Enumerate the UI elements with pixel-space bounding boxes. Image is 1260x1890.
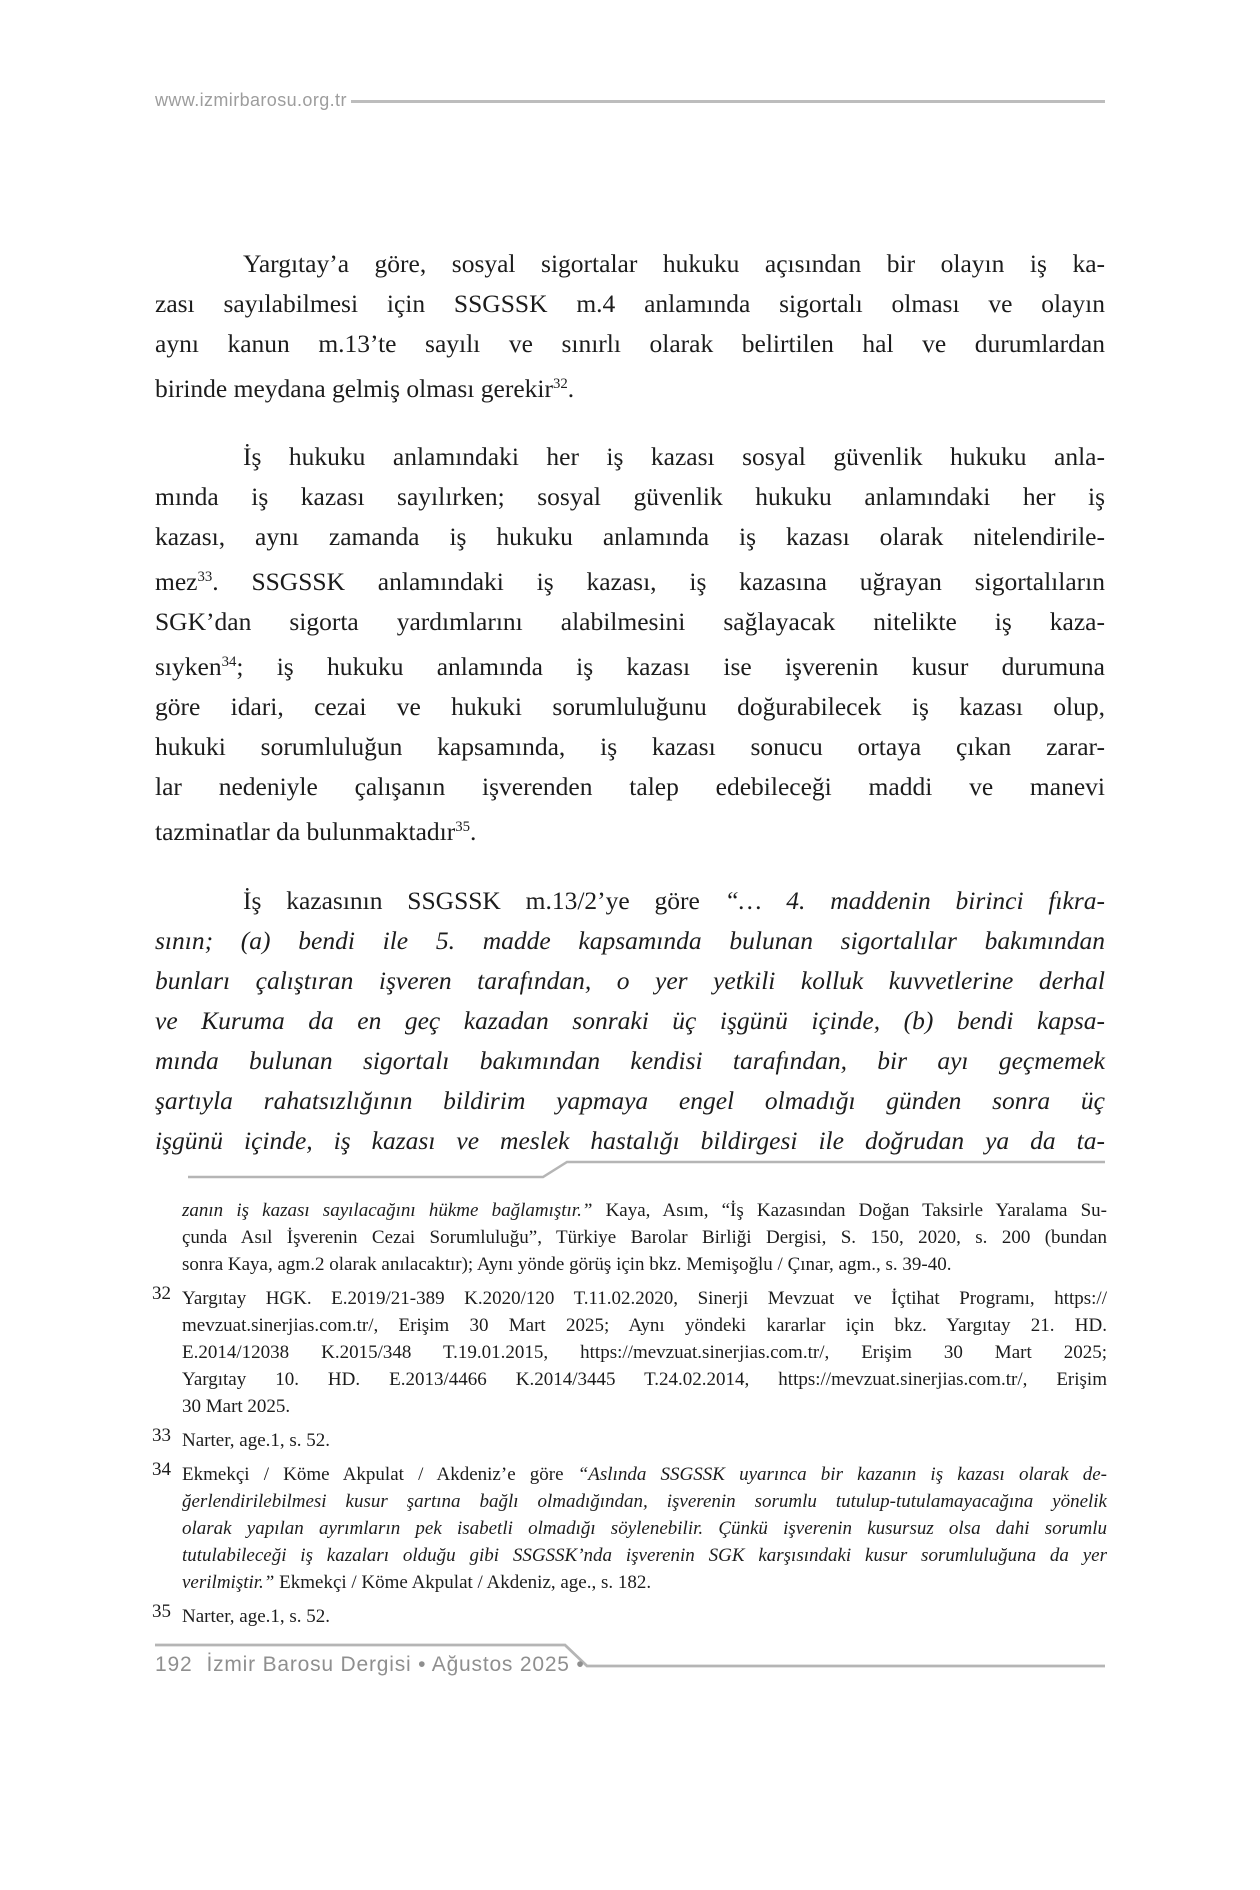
text-segment: Narter, age.1, s. 52. <box>182 1606 331 1627</box>
text-segment: zanın iş kazası sayılacağını hükme bağlamıştır.” <box>182 1200 593 1221</box>
text-segment: İş kazasının SSGSSK m.13/2’ye göre <box>243 885 725 915</box>
page-header <box>155 90 1105 111</box>
text-line <box>182 1461 1107 1488</box>
text-line <box>155 244 1105 284</box>
text-segment: mında iş kazası sayılırken; sosyal güvenlik hukuku anlamındaki her iş <box>155 482 1105 512</box>
text-segment: E.2014/12038 K.2015/348 T.19.01.2015, https://mevzuat.sinerjias.com.tr/, Erişim 30 Mart 2025; <box>182 1342 1107 1363</box>
text-line <box>155 767 1105 807</box>
text-segment: şartıyla rahatsızlığının bildirim yapmaya engel olmadığı günden sonra üç <box>155 1085 1105 1115</box>
footnote-33 <box>152 1427 1107 1454</box>
text-segment: bunları çalıştıran işveren tarafından, o yer yetkili kolluk kuvvetlerine derhal <box>155 965 1105 995</box>
text-line <box>155 437 1105 477</box>
text-segment: Ekmekçi / Köme Akpulat / Akdeniz’e göre <box>182 1464 578 1485</box>
page-number: 192 <box>155 1653 193 1676</box>
text-line <box>155 961 1105 1001</box>
text-segment: mez <box>155 567 198 597</box>
text-line <box>182 1285 1107 1312</box>
text-segment: “Aslında SSGSSK uyarınca bir kazanın iş kazası olarak de- <box>577 1464 1107 1485</box>
footnote-number: 33 <box>152 1425 171 1446</box>
text-segment: kazası, aynı zamanda iş hukuku anlamında iş kazası olarak nitelendirile- <box>155 522 1105 552</box>
paragraph-2 <box>155 437 1105 852</box>
text-segment: aynı kanun m.13’te sayılı ve sınırlı olarak belirtilen hal ve durumlardan <box>155 329 1105 358</box>
text-line <box>155 517 1105 557</box>
text-line <box>155 881 1105 921</box>
text-segment: mında bulunan sigortalı bakımından kendisi tarafından, bir ayı geçmemek <box>155 1045 1105 1075</box>
footnote-continuation <box>152 1197 1107 1278</box>
text-segment: birinde meydana gelmiş olması gerekir <box>155 374 553 404</box>
text-segment: ; iş hukuku anlamında iş kazası ise işverenin kusur durumuna <box>236 652 1105 682</box>
footnote-number <box>152 1192 182 1273</box>
text-line <box>155 324 1105 364</box>
text-segment: olarak yapılan ayrımların pek isabetli olmadığı söylenebilir. Çünkü işverenin kusursuz olsa dahi sorumlu <box>182 1518 1107 1539</box>
text-segment: . <box>470 817 477 847</box>
footnote-number: 32 <box>152 1283 171 1304</box>
footnote-text <box>182 1197 1107 1278</box>
text-segment: Yargıtay 10. HD. E.2013/4466 K.2014/3445 T.24.02.2014, https://mevzuat.sinerjias.com.tr/, Erişim <box>182 1369 1107 1390</box>
footnote-ref: 35 <box>455 819 471 836</box>
text-segment: Yargıtay HGK. E.2019/21-389 K.2020/120 T.11.02.2020, Sinerji Mevzuat ve İçtihat Programı, https:// <box>182 1288 1107 1309</box>
text-line <box>182 1488 1107 1515</box>
footnote-number: 34 <box>152 1459 171 1480</box>
text-line <box>155 557 1105 602</box>
text-segment: ğerlendirilebilmesi kusur şartına bağlı olmadığından, işverenin sorumlu tutulup-tutulamayacağına yönelik <box>182 1491 1107 1512</box>
footnote-text <box>182 1427 1107 1454</box>
text-line <box>182 1224 1107 1251</box>
text-line <box>155 727 1105 767</box>
text-segment: İş hukuku anlamındaki her iş kazası sosyal güvenlik hukuku anla- <box>243 442 1105 472</box>
text-line <box>155 642 1105 687</box>
text-line <box>155 1081 1105 1121</box>
text-line <box>155 1041 1105 1081</box>
text-line <box>182 1542 1107 1569</box>
text-line <box>182 1197 1107 1224</box>
text-segment: sıyken <box>155 652 222 682</box>
footnote-number: 35 <box>152 1601 171 1622</box>
text-line <box>155 921 1105 961</box>
text-segment: Kaya, Asım, “İş Kazasından Doğan Taksirle Yaralama Su- <box>592 1200 1107 1221</box>
text-line <box>182 1569 1107 1596</box>
header-url: www.izmirbarosu.org.tr <box>155 90 347 110</box>
text-line <box>182 1515 1107 1542</box>
text-line <box>182 1393 1107 1420</box>
footnote-34 <box>152 1461 1107 1596</box>
text-segment: Narter, age.1, s. 52. <box>182 1430 331 1451</box>
footnote-ref: 32 <box>552 376 568 392</box>
footnote-text <box>182 1461 1107 1596</box>
paragraph-1 <box>155 244 1105 409</box>
page-footer <box>155 1653 585 1677</box>
journal-title-line: İzmir Barosu Dergisi • Ağustos 2025 • <box>206 1653 585 1676</box>
article-body <box>155 244 1105 1189</box>
text-segment: mevzuat.sinerjias.com.tr/, Erişim 30 Mart 2025; Aynı yöndeki kararlar için bkz. Yargıtay 21. HD. <box>182 1315 1107 1336</box>
text-segment: işgünü içinde, iş kazası ve meslek hastalığı bildirgesi ile doğrudan ya da ta- <box>155 1125 1105 1155</box>
text-line <box>182 1603 1107 1630</box>
text-segment: göre idari, cezai ve hukuki sorumluluğunu doğurabilecek iş kazası olup, <box>155 692 1105 722</box>
text-line <box>182 1366 1107 1393</box>
text-segment: lar nedeniyle çalışanın işverenden talep edebileceği maddi ve manevi <box>155 772 1105 802</box>
text-segment: çunda Asıl İşverenin Cezai Sorumluluğu”, Türkiye Barolar Birliği Dergisi, S. 150, 2020, s. 200 (bundan <box>182 1227 1107 1248</box>
text-segment: Yargıtay’a göre, sosyal sigortalar hukuku açısından bir olayın iş ka- <box>243 249 1105 278</box>
text-line <box>155 477 1105 517</box>
text-segment: . SSGSSK anlamındaki iş kazası, iş kazasına uğrayan sigortalıların <box>212 567 1105 597</box>
footnote-35 <box>152 1603 1107 1630</box>
text-segment: Ekmekçi / Köme Akpulat / Akdeniz, age., s. 182. <box>274 1572 652 1593</box>
text-line <box>155 284 1105 324</box>
footnote-ref: 33 <box>197 569 213 586</box>
text-segment: “… 4. maddenin birinci fıkra- <box>724 885 1105 915</box>
text-segment: verilmiştir.” <box>182 1572 275 1593</box>
text-segment: sonra Kaya, agm.2 olarak anılacaktır); Aynı yönde görüş için bkz. Memişoğlu / Çınar, agm., s. 39-40. <box>182 1254 952 1275</box>
text-line <box>182 1427 1107 1454</box>
footnotes-section <box>152 1197 1107 1637</box>
text-segment: tutulabileceği iş kazaları olduğu gibi SSGSSK’nda işverenin SGK karşısındaki kusur sorumluluğuna da yer <box>182 1545 1107 1566</box>
footnote-separator-rule <box>155 1150 1105 1190</box>
text-line <box>182 1312 1107 1339</box>
text-line <box>182 1339 1107 1366</box>
text-segment: tazminatlar da bulunmaktadır <box>155 817 456 847</box>
text-segment: SGK’dan sigorta yardımlarını alabilmesini sağlayacak nitelikte iş kaza- <box>155 607 1105 637</box>
text-line <box>155 687 1105 727</box>
text-line <box>155 807 1105 852</box>
text-segment: hukuki sorumluluğun kapsamında, iş kazası sonucu ortaya çıkan zarar- <box>155 732 1105 762</box>
text-segment: 30 Mart 2025. <box>182 1396 291 1417</box>
text-segment: zası sayılabilmesi için SSGSSK m.4 anlamında sigortalı olması ve olayın <box>155 289 1105 318</box>
text-line <box>155 1001 1105 1041</box>
text-segment: . <box>567 374 575 404</box>
header-rule <box>351 100 1105 103</box>
text-segment: ve Kuruma da en geç kazadan sonraki üç işgünü içinde, (b) bendi kapsa- <box>155 1005 1105 1035</box>
text-segment: sının; (a) bendi ile 5. madde kapsamında bulunan sigortalılar bakımından <box>155 925 1105 955</box>
text-line <box>155 364 1105 409</box>
footnote-text <box>182 1603 1107 1630</box>
footnote-text <box>182 1285 1107 1420</box>
text-line <box>155 602 1105 642</box>
text-line <box>182 1251 1107 1278</box>
footnote-ref: 34 <box>221 654 237 671</box>
paragraph-3 <box>155 881 1105 1161</box>
footnote-32 <box>152 1285 1107 1420</box>
